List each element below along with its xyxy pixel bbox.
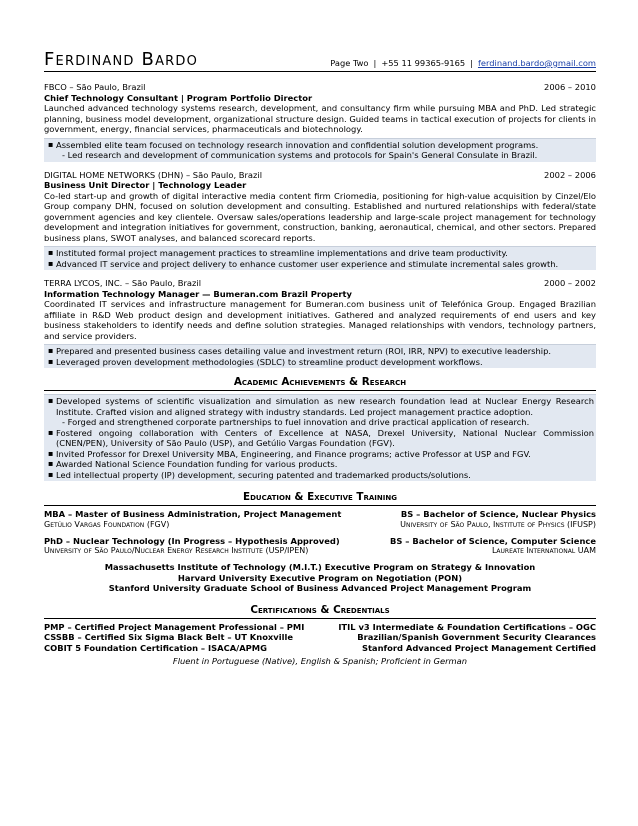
highlight-item: ▪ Led intellectual property (IP) development, securing patented and trademarked products/solutions. bbox=[48, 470, 594, 481]
degree-mba: MBA – Master of Business Administration, Project Management bbox=[44, 509, 342, 520]
school-uam: Laureate International UAM bbox=[491, 546, 596, 556]
job-dates: 2006 – 2010 bbox=[544, 82, 596, 92]
highlight-item: ▪ Assembled elite team focused on technology research innovation and confidential solution development programs. bbox=[48, 140, 594, 151]
certifications-list bbox=[44, 622, 596, 654]
highlight-item: ▪ Awarded National Science Foundation funding for various products. bbox=[48, 459, 594, 470]
job-highlights bbox=[44, 246, 596, 270]
page-header bbox=[44, 44, 596, 72]
cert-item: Stanford Advanced Project Management Certified bbox=[361, 642, 596, 653]
degree-row bbox=[44, 509, 596, 520]
page-number: Page Two bbox=[330, 57, 369, 68]
email-link[interactable]: ferdinand.bardo@gmail.com bbox=[477, 57, 596, 68]
job-heading bbox=[44, 82, 596, 93]
section-title-education: Education & Executive Training bbox=[44, 491, 596, 506]
school-ifusp: University of São Paulo, Institute of Physics (IFUSP) bbox=[400, 519, 596, 529]
school-row bbox=[44, 546, 596, 556]
school-row bbox=[44, 520, 596, 530]
section-title-academic: Academic Achievements & Research bbox=[44, 376, 596, 391]
program-harvard: Harvard University Executive Program on Negotiation (PON) bbox=[177, 572, 463, 583]
job-company: TERRA LYCOS, INC. – São Paulo, Brazil bbox=[44, 278, 202, 288]
job-description: Launched advanced technology systems research, development, and consultancy firm while pursuing MBA and PhD. Led strategic planning, business model development, organizational structure design. Guided teams in tactical execution of projects for clients in government, energy, financial services, pharmaceuticals and biotechnology. bbox=[44, 103, 596, 134]
highlight-item: ▪ Fostered ongoing collaboration with Centers of Excellence at NASA, Drexel University, National Nuclear Commission (CNEN/PEN), University of São Paulo (USP), and Getúlio Vargas Foundation (FGV). bbox=[48, 428, 594, 449]
program-stanford: Stanford University Graduate School of Business Advanced Project Management Program bbox=[108, 583, 532, 594]
highlight-item: ▪ Leveraged proven development methodologies (SDLC) to streamline product development workflows. bbox=[48, 357, 594, 368]
separator: | bbox=[470, 57, 473, 68]
job-entry-dhn bbox=[44, 170, 596, 271]
job-highlights bbox=[44, 344, 596, 368]
separator: | bbox=[373, 57, 377, 68]
resume-content bbox=[44, 82, 596, 667]
job-highlights bbox=[44, 138, 596, 162]
job-title: Business Unit Director | Technology Leader bbox=[44, 180, 247, 190]
highlight-item: ▪ Instituted formal project management practices to streamline implementations and drive team productivity. bbox=[48, 248, 594, 259]
school-usp-ipen: University of São Paulo/Nuclear Energy Research Institute (USP/IPEN) bbox=[44, 546, 309, 556]
program-mit: Massachusetts Institute of Technology (M.I.T.) Executive Program on Strategy & Innovation bbox=[104, 562, 536, 573]
contact-line bbox=[330, 58, 596, 69]
job-dates: 2002 – 2006 bbox=[544, 169, 596, 180]
highlight-subitem: - Led research and development of communication systems and protocols for Spain's General Consulate in Brazil. bbox=[62, 150, 538, 160]
job-title: Chief Technology Consultant | Program Portfolio Director bbox=[44, 92, 313, 103]
job-dates: 2000 – 2002 bbox=[544, 278, 596, 288]
degree-phd: PhD – Nuclear Technology (In Progress – Hypothesis Approved) bbox=[44, 535, 340, 546]
certifications-right bbox=[338, 622, 596, 654]
job-description: Co-led start-up and growth of digital interactive media content firm Criomedia, positioning for high-value acquisition by Cinzel/Elo Group company DHN, focused on solution development and consulting. Established and nurtured relationships with federal/state government agencies and key clientele. Oversaw sales/operations leadership and large-scale project management for technology development and integration initiatives for government, construction, banking, aeronautical, chemical, and other sectors. Prepared business plans, SWOT analyses, and balanced scorecard reports. bbox=[44, 190, 596, 243]
highlight-subitem: - Forged and strengthened corporate partnerships to fuel innovation and drive practical application of research. bbox=[62, 417, 530, 428]
job-company: DIGITAL HOME NETWORKS (DHN) – São Paulo, Brazil bbox=[44, 169, 263, 180]
section-title-certifications: Certifications & Credentials bbox=[44, 604, 596, 619]
cert-item: COBIT 5 Foundation Certification – ISACA/APMG bbox=[44, 642, 267, 653]
academic-highlights bbox=[44, 394, 596, 481]
executive-programs bbox=[44, 562, 596, 594]
languages-line: Fluent in Portuguese (Native), English & Spanish; Proficient in German bbox=[172, 656, 468, 667]
degree-bs-physics: BS – Bachelor of Science, Nuclear Physics bbox=[400, 509, 596, 520]
job-heading bbox=[44, 278, 596, 289]
job-heading bbox=[44, 170, 596, 181]
certifications-left bbox=[44, 622, 304, 654]
highlight-item: ▪ Developed systems of scientific visualization and simulation as new research foundation lead at Nuclear Energy Research Institute. Crafted vision and aligned strategy with industry standards. Led project management practice adoption. bbox=[48, 396, 594, 417]
job-title: Information Technology Manager — Bumeran.com Brazil Property bbox=[44, 288, 352, 299]
job-entry-fbco bbox=[44, 82, 596, 162]
school-fgv: Getúlio Vargas Foundation (FGV) bbox=[44, 519, 170, 529]
job-entry-terra-lycos bbox=[44, 278, 596, 368]
cert-item: ITIL v3 Intermediate & Foundation Certifications – OGC bbox=[338, 621, 596, 632]
cert-item: Brazilian/Spanish Government Security Clearances bbox=[357, 632, 596, 643]
cert-item: PMP – Certified Project Management Professional – PMI bbox=[44, 621, 305, 632]
highlight-item: ▪ Advanced IT service and project delivery to enhance customer user experience and stimulate incremental sales growth. bbox=[48, 259, 594, 270]
phone-number: +55 11 99365-9165 bbox=[381, 57, 466, 68]
cert-item: CSSBB – Certified Six Sigma Black Belt – UT Knoxville bbox=[44, 632, 293, 643]
degree-bs-computer-science: BS – Bachelor of Science, Computer Science bbox=[389, 535, 596, 546]
degree-row bbox=[44, 536, 596, 547]
highlight-item: ▪ Invited Professor for Drexel University MBA, Engineering, and Finance programs; active Professor at USP and FGV. bbox=[48, 449, 594, 460]
job-description: Coordinated IT services and infrastructure management for Bumeran.com business unit of Telefónica Group. Engaged Brazilian affiliate in R&D Web product design and development initiatives. Gathered and analyzed requirements of end users and key business stakeholders to identify needs and define solution strategies. Managed relationships with vendors, technology partners, and service providers. bbox=[44, 299, 596, 341]
education-list bbox=[44, 509, 596, 594]
candidate-name: Ferdinand Bardo bbox=[44, 49, 199, 70]
job-company: FBCO – São Paulo, Brazil bbox=[44, 82, 146, 92]
highlight-item: ▪ Prepared and presented business cases detailing value and investment return (ROI, IRR, NPV) to executive leadership. bbox=[48, 346, 594, 357]
